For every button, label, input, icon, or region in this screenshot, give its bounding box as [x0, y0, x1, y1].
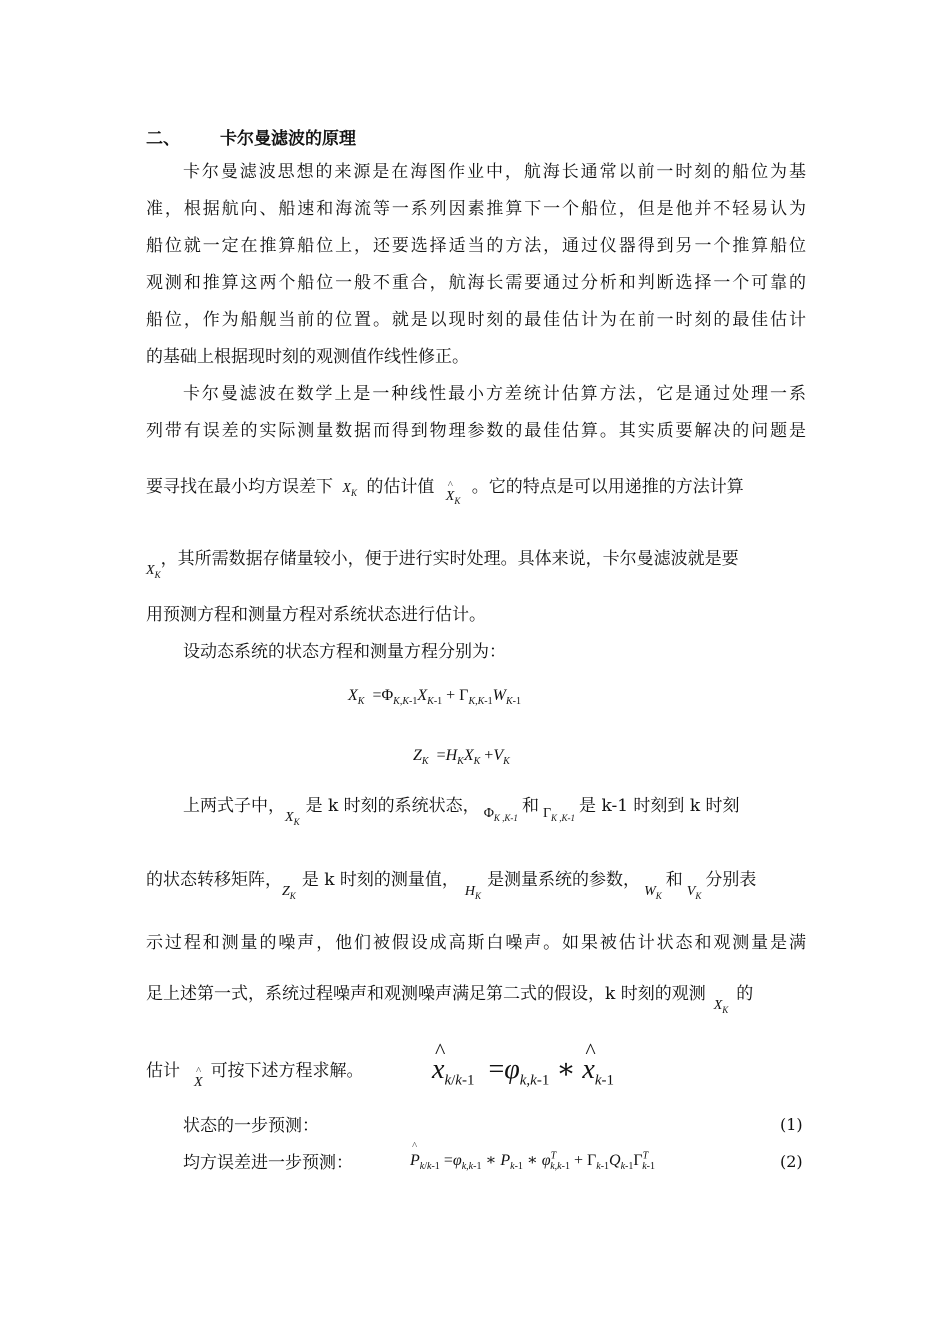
math-x-hat: ^ $_X$ [194, 1075, 203, 1090]
math-xk: XK [713, 998, 729, 1015]
p1-line-6: 的基础上根据现时刻的观测值作线性修正。 [146, 347, 469, 367]
math-vk: VK [686, 884, 702, 901]
p4-line-2: 的状态转移矩阵，$_{Z_K}$是 k 时刻的测量值，$_{H_K}$是测量系统的参数，$_{W_K}$和$_{V_K}$分别表 [146, 870, 757, 901]
p1-line-4: 观测和推算这两个船位一般不重合，航海长需要通过分析和判断选择一个可靠的 [146, 273, 806, 293]
p2-line-3: 要寻找在最小均方误差下 $X_K$ 的估计值 ^ $_{X_K}$ 。它的特点是可以用递推的方法计算 [146, 476, 806, 504]
math-hk: HK [464, 884, 482, 901]
state-prediction-equation: ^ $x_{k/k-1} =\varphi_{k,k-1}$ ∗ ^ $x_{k-1}$ [432, 1052, 614, 1090]
p4-line-1: 上两式子中，$_{X_K}$是 k 时刻的系统状态， $_{\Phi_{K ,K-1}}$和 $_{\Gamma_{K ,K-1}}$是 k-1 时刻到 k 时刻 [183, 796, 740, 827]
p2-line-5: 用预测方程和测量方程对系统状态进行估计。 [146, 605, 486, 625]
measurement-equation: $Z_K =H_KX_K +V_K$ [413, 747, 510, 768]
math-xk: XK [285, 810, 300, 827]
step-cov-label: 均方误差进一步预测： [183, 1153, 353, 1173]
section-title: 卡尔曼滤波的原理 [220, 129, 356, 149]
math-xk: XK [146, 563, 161, 580]
p4-line-5: 估计^ $_X$可按下述方程求解。 [146, 1060, 806, 1084]
step-state-label: 状态的一步预测： [183, 1116, 319, 1136]
p2-line-2: 列带有误差的实际测量数据而得到物理参数的最佳估算。其实质要解决的问题是 [146, 421, 806, 441]
section-heading [146, 128, 806, 150]
p3-line: 设动态系统的状态方程和测量方程分别为： [183, 642, 506, 662]
section-number: 二、 [146, 129, 180, 149]
math-xk-hat: ^ $_{X_K}$ [446, 489, 461, 504]
p2-line-4: $_{X_K}$，其所需数据存储量较小，便于进行实时处理。具体来说，卡尔曼滤波就是要 [146, 549, 739, 580]
p1-line-1: 卡尔曼滤波思想的来源是在海图作业中，航海长通常以前一时刻的船位为基 [183, 162, 806, 182]
math-wk: WK [644, 884, 662, 901]
math-gamma: ΓK ,K-1 [542, 806, 576, 823]
p1-line-2: 准，根据航向、船速和海流等一系列因素推算下一个船位，但是他并不轻易认为 [146, 199, 806, 219]
p4-line-4: 足上述第一式，系统过程噪声和观测噪声满足第二式的假设，k 时刻的观测$_{X_K}$的 [146, 984, 754, 1015]
p1-line-5: 船位，作为船舰当前的位置。就是以现时刻的最佳估计为在前一时刻的最佳估计 [146, 310, 806, 330]
p1-line-3: 船位就一定在推算船位上，还要选择适当的方法，通过仪器得到另一个推算船位 [146, 236, 806, 256]
state-equation: $X_K =\Phi_{K,K-1}X_{K-1} + \Gamma_{K,K-1}W_{K-1}$ [348, 687, 521, 708]
covariance-prediction-equation: ^ $P_{k/k-1} =\varphi_{k,k-1}$ ∗ $P_{k-1}$ ∗ $\varphi^T_{k,k-1} + \Gamma_{k-1}Q_{k-1}\Gamma^T_{k-1}$ [410, 1150, 655, 1172]
math-zk: ZK [282, 884, 296, 901]
equation-number-1: (1) [780, 1115, 803, 1134]
p2-line-1: 卡尔曼滤波在数学上是一种线性最小方差统计估算方法，它是通过处理一系 [183, 384, 806, 404]
math-phi: ΦK ,K-1 [483, 806, 518, 823]
math-xk: $X_K$ [342, 481, 357, 498]
p4-line-3: 示过程和测量的噪声，他们被假设成高斯白噪声。如果被估计状态和观测量是满 [146, 933, 806, 953]
equation-number-2: (2) [780, 1152, 803, 1171]
